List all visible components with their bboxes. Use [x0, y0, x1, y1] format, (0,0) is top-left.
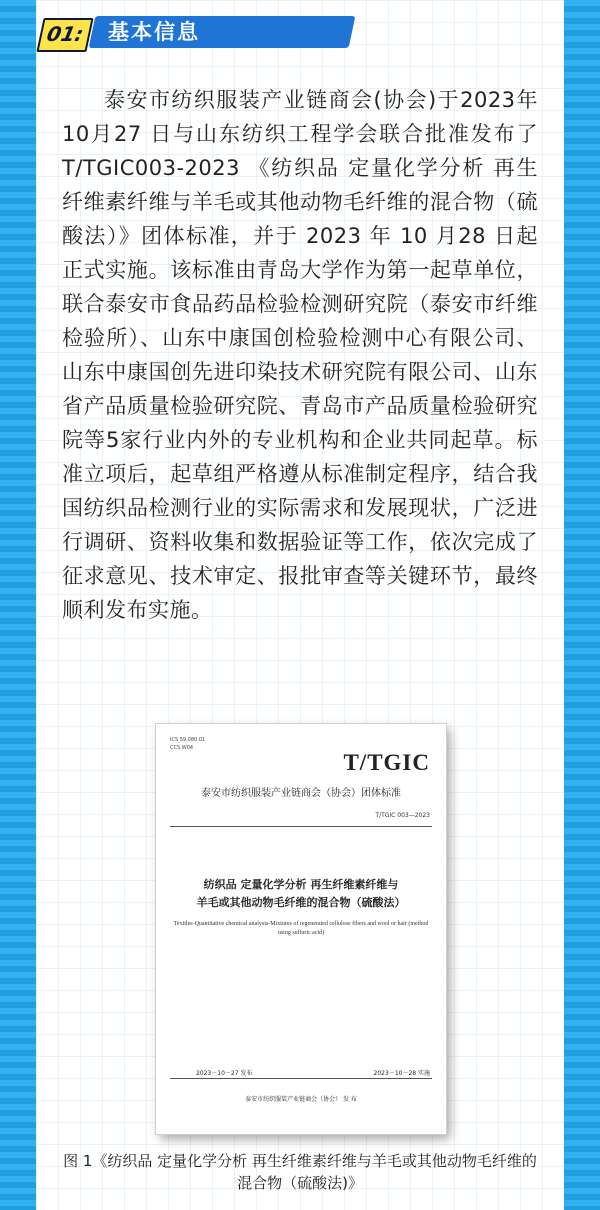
- doc-title-en: Textiles-Quantitative chemical analysis-Mixtures of regenerated cellulose fibers and wool or hair (method using sulfuric acid): [173, 921, 429, 936]
- figure-caption: 图 1《纺织品 定量化学分析 再生纤维素纤维与羊毛或其他动物毛纤维的混合物（硫酸法)》: [63, 1152, 537, 1192]
- doc-title-zh-line2: 羊毛或其他动物毛纤维的混合物（硫酸法）: [196, 896, 406, 909]
- left-border-stripes: [0, 0, 36, 1210]
- doc-code: T/TGIC: [343, 750, 430, 775]
- doc-standard-number: T/TGIC 003—2023: [375, 812, 430, 819]
- section-header: [36, 10, 360, 52]
- doc-ics: ICS 59.080.01: [170, 737, 206, 743]
- section-number-badge: 01:: [36, 18, 93, 52]
- doc-issue-date: 2023－10－27 发布: [196, 1070, 253, 1077]
- doc-title-zh: [166, 876, 436, 912]
- content-panel: [36, 0, 564, 1210]
- doc-ccs: CCS W04: [170, 745, 194, 751]
- body-paragraph: 泰安市纺织服装产业链商会(协会)于2023年10月27 日与山东纺织工程学会联合批准发布了T/TGIC003-2023 《纺织品 定量化学分析 再生纤维素纤维与羊毛或其他动物毛纤维的混合物（硫酸法）》团体标准，并于 2023 年 10 月28 日起正式实施。该标准由青岛大学作为第一起草单位，联合泰安市食品药品检验检测研究院（泰安市纤维检验所）、山东中康国创检验检测中心有限公司、山东中康国创先进印染技术研究院有限公司、山东省产品质量检验研究院、青岛市产品质量检验研究院等5家行业内外的专业机构和企业共同起草。标准立项后，起草组严格遵从标准制定程序，结合我国纺织品检测行业的实际需求和发展现状，广泛进行调研、资料收集和数据验证等工作，依次完成了征求意见、技术审定、报批审查等关键环节，最终顺利发布实施。: [62, 88, 538, 622]
- doc-title-zh-line1: 纺织品 定量化学分析 再生纤维素纤维与: [203, 878, 399, 891]
- doc-divider-top: [170, 826, 432, 827]
- doc-publisher: 泰安市纺织服装产业链商会（协会） 发 布: [245, 1096, 357, 1103]
- doc-org: 泰安市纺织服装产业链商会（协会）团体标准: [201, 788, 401, 799]
- doc-dates: [196, 1068, 430, 1077]
- doc-implementation-date: 2023－10－28 实施: [373, 1070, 430, 1077]
- section-title: 基本信息: [108, 20, 200, 44]
- standard-cover-image: [156, 724, 446, 1134]
- doc-classification: [170, 736, 205, 752]
- doc-divider-bottom: [170, 1078, 432, 1079]
- right-border-stripes: [564, 0, 600, 1210]
